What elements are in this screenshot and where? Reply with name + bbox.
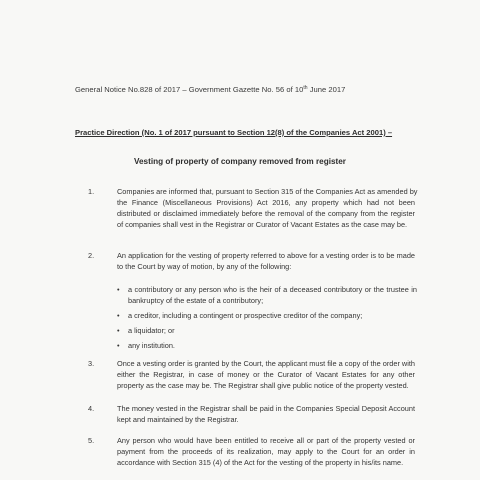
bullet-item [117,284,417,306]
paragraph-number: 5. [88,436,95,445]
bullet-line: a creditor, including a contingent or prospective creditor of the company; [128,311,363,320]
paragraph-line: either the Registrar, in case of money or the Curator of Vacant Estates for any other [117,370,415,379]
gazette-notice-line [75,85,345,94]
bullet-line: a liquidator; or [128,326,175,335]
paragraph-number: 4. [88,404,95,413]
paragraph-4 [88,403,415,425]
bullet-icon: • [117,341,120,350]
paragraph-2 [88,250,415,272]
paragraph-1 [88,186,418,230]
bullet-item [117,310,417,321]
notice-text: General Notice No.828 of 2017 – Government Gazette No. 56 of 10 [75,85,304,94]
paragraph-line: of companies shall vest in the Registrar or Curator of Vacant Estates as the case may be. [117,220,408,229]
bullet-icon: • [117,326,120,335]
document-heading: Vesting of property of company removed from register [133,157,346,166]
bullet-line: bankruptcy of the estate of a contributory; [128,296,264,305]
paragraph-line: distributed or disclaimed immediately before the removal of the company from the register [117,209,415,218]
bullet-icon: • [117,311,120,320]
paragraph-line: kept and maintained by the Registrar. [117,415,239,424]
paragraph-5 [88,435,415,468]
applicant-bullet-list [117,284,417,355]
paragraph-line: Once a vesting order is granted by the Court, the applicant must file a copy of the order with [117,359,415,368]
paragraph-number: 1. [88,187,95,196]
paragraph-line: Any person who would have been entitled to receive all or part of the property vested or [117,436,415,445]
paragraph-line: to the Court by way of motion, by any of the following: [117,262,292,271]
paragraph-line: payment from the proceeds of its realization, may apply to the Court for an order in [117,447,415,456]
paragraph-line: the Finance (Miscellaneous Provisions) Act 2016, any property which had not been [117,198,415,207]
notice-date-tail: June 2017 [307,85,346,94]
bullet-line: a contributory or any person who is the heir of a deceased contributory or the trustee in [128,285,417,294]
bullet-item [117,340,417,351]
paragraph-number: 2. [88,251,95,260]
paragraph-line: accordance with Section 315 (4) of the Act for the vesting of the property in his/its name. [117,458,404,467]
paragraph-number: 3. [88,359,95,368]
paragraph-3 [88,358,415,391]
bullet-item [117,325,417,336]
bullet-icon: • [117,285,120,294]
paragraph-line: An application for the vesting of property referred to above for a vesting order is to be made [117,251,415,260]
paragraph-line: property as the case may be. The Registrar shall give public notice of the property vested. [117,381,409,390]
paragraph-line: The money vested in the Registrar shall be paid in the Companies Special Deposit Account [117,404,415,413]
paragraph-line: Companies are informed that, pursuant to Section 315 of the Companies Act as amended by [117,187,418,196]
practice-direction-title: Practice Direction (No. 1 of 2017 pursuant to Section 12(8) of the Companies Act 2001) – [75,128,393,137]
notice-superscript: th [303,85,308,91]
bullet-line: any institution. [128,341,175,350]
